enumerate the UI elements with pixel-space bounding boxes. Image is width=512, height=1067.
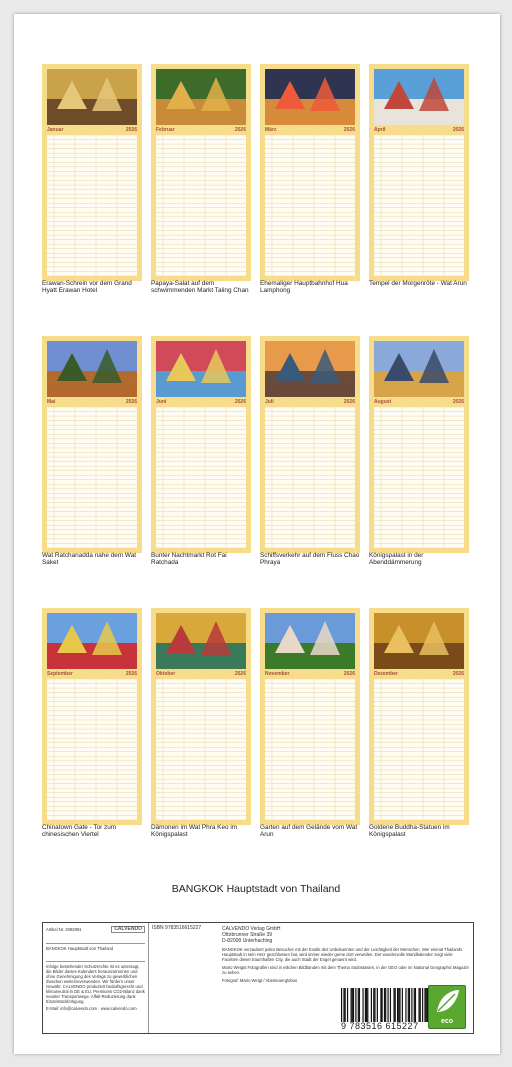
product-info-box [42, 922, 474, 1034]
calvendo-logo: CALVENDO [111, 926, 145, 933]
day-grid [156, 407, 246, 548]
month-caption: Goldene Buddha-Statuen im Königspalast [369, 824, 450, 838]
month-photo [47, 69, 137, 125]
month-header [47, 126, 137, 134]
month-name: Oktober [156, 671, 176, 677]
month-header [265, 126, 355, 134]
month-caption: Garten auf dem Gelände vom Wat Arun [260, 824, 358, 838]
month-header [156, 670, 246, 678]
month-card [369, 608, 469, 825]
month-caption: Chinatown Gate - Tor zum chinesischen Viertel [42, 824, 117, 838]
month-card [260, 608, 360, 825]
month-card [151, 608, 251, 825]
day-grid [265, 679, 355, 820]
month-caption: Tempel der Morgenröte - Wat Arun [369, 280, 467, 287]
month-photo [265, 69, 355, 125]
month-year: 2026 [343, 671, 355, 677]
month-name: Juni [156, 399, 167, 405]
eco-badge [428, 985, 466, 1029]
month-caption: Schiffsverkehr auf dem Fluss Chao Phraya [260, 552, 360, 566]
publisher-line-3: D-82008 Unterhaching [222, 938, 273, 944]
day-grid [47, 679, 137, 820]
month-card [42, 64, 142, 281]
month-year: 2026 [452, 399, 464, 405]
month-header [156, 126, 246, 134]
month-name: Februar [156, 127, 175, 133]
eco-label: eco [440, 1018, 454, 1025]
month-year: 2026 [234, 399, 246, 405]
month-photo [47, 341, 137, 397]
month-year: 2026 [125, 127, 137, 133]
day-grid [374, 679, 464, 820]
isbn-text: ISBN 9783516615227 [152, 925, 202, 931]
month-year: 2026 [343, 399, 355, 405]
month-card [260, 336, 360, 553]
month-header [265, 398, 355, 406]
day-grid [47, 135, 137, 276]
month-caption: Königspalast in der Abenddämmerung [369, 552, 424, 566]
month-name: September [47, 671, 73, 677]
month-name: Januar [47, 127, 64, 133]
month-caption: Ehemaliger Hauptbahnhof Hua Lamphong [260, 280, 348, 294]
month-year: 2026 [125, 671, 137, 677]
month-name: April [374, 127, 386, 133]
month-year: 2026 [452, 671, 464, 677]
month-photo [156, 341, 246, 397]
month-card [42, 336, 142, 553]
month-photo [47, 613, 137, 669]
info-left-column [43, 923, 149, 1033]
month-name: November [265, 671, 290, 677]
month-year: 2026 [234, 671, 246, 677]
month-photo [156, 613, 246, 669]
month-card [369, 64, 469, 281]
day-grid [374, 407, 464, 548]
month-photo [374, 613, 464, 669]
month-header [265, 670, 355, 678]
contact-email: E-Mail: info@calvendo.com · www.calvendo.com [46, 1006, 137, 1011]
info-isbn-column [149, 923, 219, 1033]
article-number: Artikel Nr. 2082991 [46, 927, 82, 932]
month-photo [265, 613, 355, 669]
calendar-title: BANGKOK Hauptstadt von Thailand [171, 883, 341, 895]
month-photo [374, 341, 464, 397]
month-year: 2026 [452, 127, 464, 133]
month-name: Dezember [374, 671, 398, 677]
month-header [47, 398, 137, 406]
month-caption: Papaya-Salat auf dem schwimmenden Markt Taling Chan [151, 280, 249, 294]
month-photo [374, 69, 464, 125]
product-title: BANGKOK Hauptstadt von Thailand [46, 943, 145, 951]
month-header [156, 398, 246, 406]
month-caption: Wat Ratchanadda nahe dem Wat Saket [42, 552, 137, 566]
barcode-digits: 9 783516 615227 [341, 1021, 419, 1031]
day-grid [156, 679, 246, 820]
month-card [151, 64, 251, 281]
day-grid [265, 135, 355, 276]
description-text: BANGKOK verzaubert jeden Besucher mit der Exotik des Unbekannten und der Leichtigkeit der Menschen. Wer einmal Thailands Hauptstadt in sein Herz geschlossen hat, wird immer wieder gerne dort verweilen. Der wundervolle Wandkalender zeigt viele Facetten dieser traumhaften City, die auch Stadt der Engel genannt wird. [222, 947, 463, 962]
day-grid [156, 135, 246, 276]
month-card [369, 336, 469, 553]
month-name: August [374, 399, 392, 405]
day-grid [265, 407, 355, 548]
day-grid [374, 135, 464, 276]
month-header [374, 398, 464, 406]
photo-credit: Fotograf: Mario Weigt / Abenteuerglobus [222, 978, 298, 983]
month-caption: Erawan-Schrein vor dem Grand Hyatt Erawan Hotel [42, 280, 132, 294]
month-caption: Dämonen im Wat Phra Keo im Königspalast [151, 824, 238, 838]
month-caption: Bunter Nachtmarkt Rot Fai Ratchada [151, 552, 227, 566]
month-photo [265, 341, 355, 397]
month-card [260, 64, 360, 281]
copyright-notice: Infolge bestehender Schutzrechte ist es untersagt, die Bilder dieses Kalenders herauszutrennen und ohne Genehmigung des Verlags zu gewerblichen Zwecken weiterzuverwenden. Wir fördern unser Gewähr. CALVENDO produziert bedarfsgerecht und klimaneutral in DE & EU. Premiums CO2-Bilanz dank neuster Transportwege. Alfalt-Reduzierung dank Einzelstückfertigung. [46, 961, 145, 1004]
month-year: 2026 [234, 127, 246, 133]
month-photo [156, 69, 246, 125]
photographer-text: Mario Weigts Fotografien sind in etlichen Bildbänden mit dem Thema Südostasien, in der GEO oder im National Geographic Magazin zu sehen. [222, 965, 469, 975]
month-header [47, 670, 137, 678]
month-name: Juli [265, 399, 274, 405]
month-header [374, 670, 464, 678]
publisher-line-2: Ottobrunner Straße 39 [222, 932, 273, 938]
month-card [42, 608, 142, 825]
month-name: März [265, 127, 277, 133]
month-name: Mai [47, 399, 56, 405]
month-card [151, 336, 251, 553]
month-year: 2026 [125, 399, 137, 405]
month-year: 2026 [343, 127, 355, 133]
publisher-line-1: CALVENDO Verlag GmbH [222, 926, 281, 932]
day-grid [47, 407, 137, 548]
month-header [374, 126, 464, 134]
leaf-icon [429, 986, 465, 1016]
